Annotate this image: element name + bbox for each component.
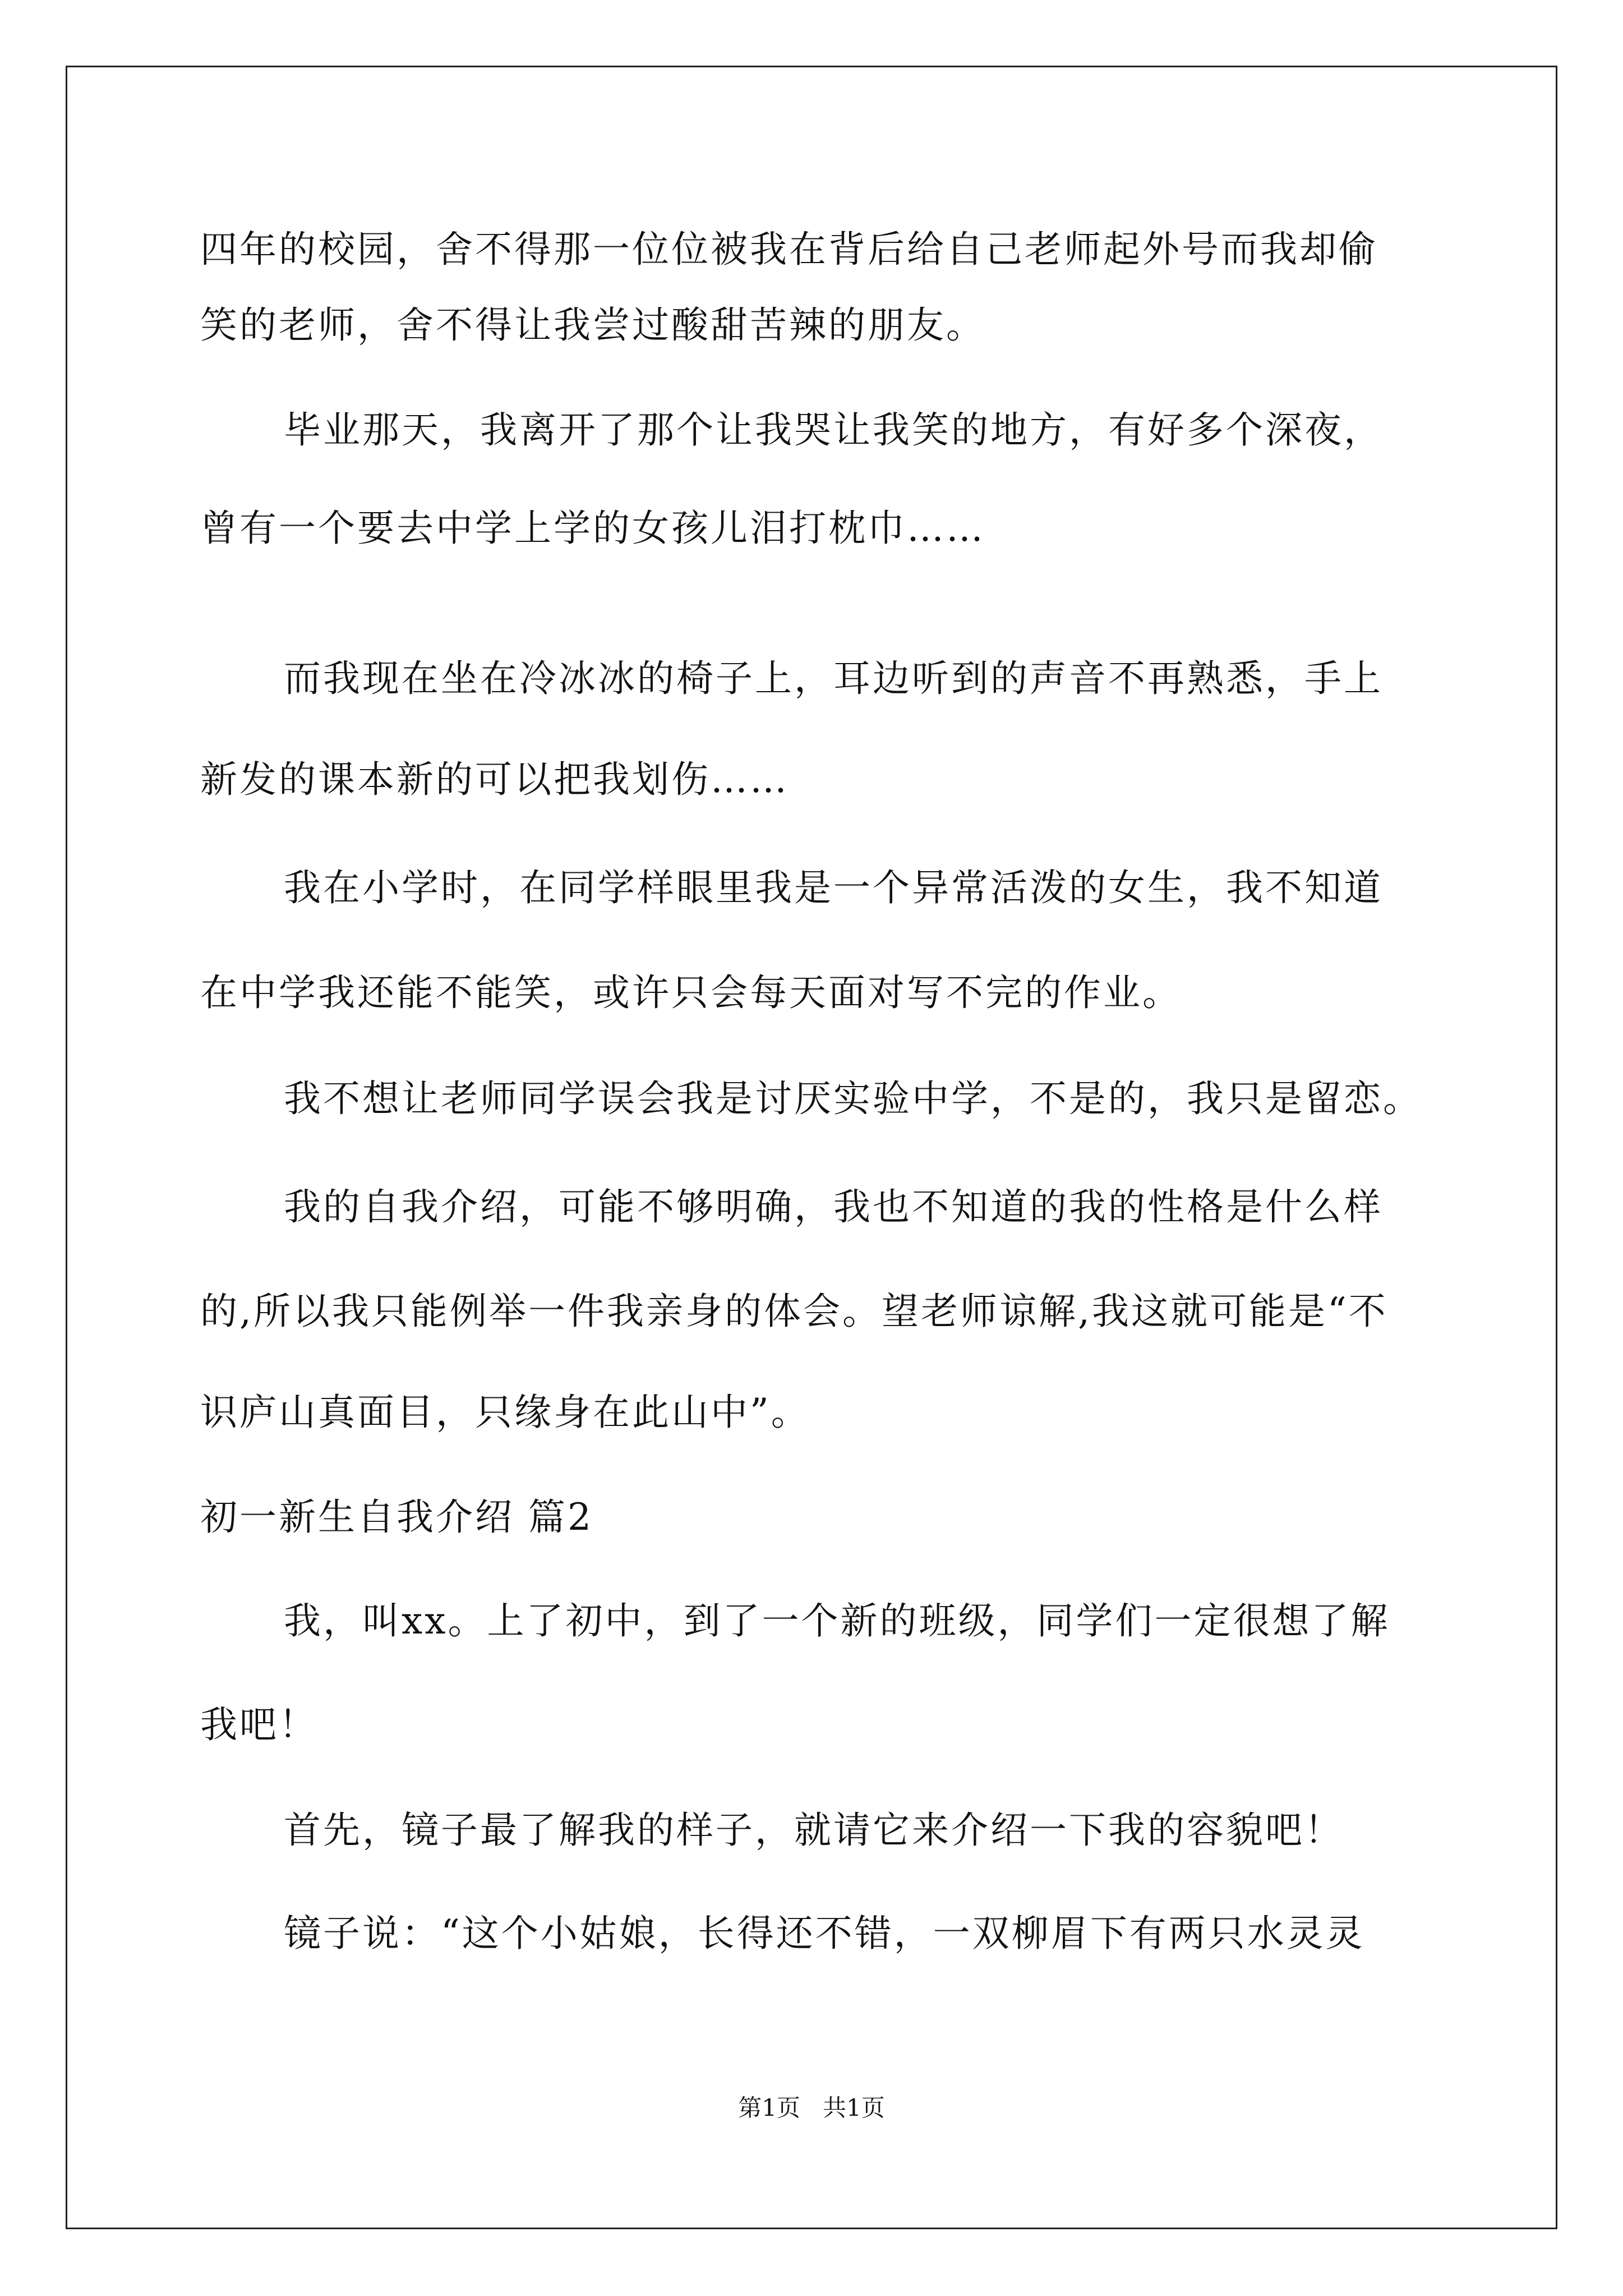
section-heading: 初一新生自我介绍 篇2: [200, 1496, 593, 1539]
text-line: 我吧！: [200, 1703, 318, 1746]
paragraph-start: 而我现在坐在冷冰冰的椅子上，耳边听到的声音不再熟悉，手上: [284, 657, 1383, 700]
text-line: 的,所以我只能例举一件我亲身的体会。望老师谅解,我这就可能是“不: [200, 1290, 1388, 1333]
page-total: 共1页: [823, 2094, 885, 2122]
text-line: 新发的课本新的可以把我划伤……: [200, 758, 789, 801]
paragraph-start: 镜子说：“这个小姑娘，长得还不错，一双柳眉下有两只水灵灵: [284, 1912, 1365, 1955]
text-line: 曾有一个要去中学上学的女孩儿泪打枕巾……: [200, 507, 985, 550]
page-footer: [0, 2093, 1623, 2123]
text-line: 识庐山真面目，只缘身在此山中”。: [200, 1391, 810, 1434]
paragraph-start: 首先，镜子最了解我的样子，就请它来介绍一下我的容貌吧！: [284, 1809, 1344, 1852]
page-border: [66, 66, 1557, 2229]
paragraph-start: 我不想让老师同学误会我是讨厌实验中学，不是的，我只是留恋。: [284, 1077, 1422, 1120]
text-line: 四年的校园，舍不得那一位位被我在背后给自己老师起外号而我却偷: [200, 228, 1378, 271]
page-number: 第1页: [738, 2094, 800, 2122]
text-line: 笑的老师，舍不得让我尝过酸甜苦辣的朋友。: [200, 303, 985, 347]
paragraph-start: 我的自我介绍，可能不够明确，我也不知道的我的性格是什么样: [284, 1185, 1383, 1228]
paragraph-start: 我，叫xx。上了初中，到了一个新的班级，同学们一定很想了解: [284, 1599, 1390, 1642]
paragraph-start: 毕业那天，我离开了那个让我哭让我笑的地方，有好多个深夜，: [284, 408, 1383, 452]
paragraph-start: 我在小学时，在同学样眼里我是一个异常活泼的女生，我不知道: [284, 866, 1383, 909]
text-line: 在中学我还能不能笑，或许只会每天面对写不完的作业。: [200, 971, 1182, 1014]
